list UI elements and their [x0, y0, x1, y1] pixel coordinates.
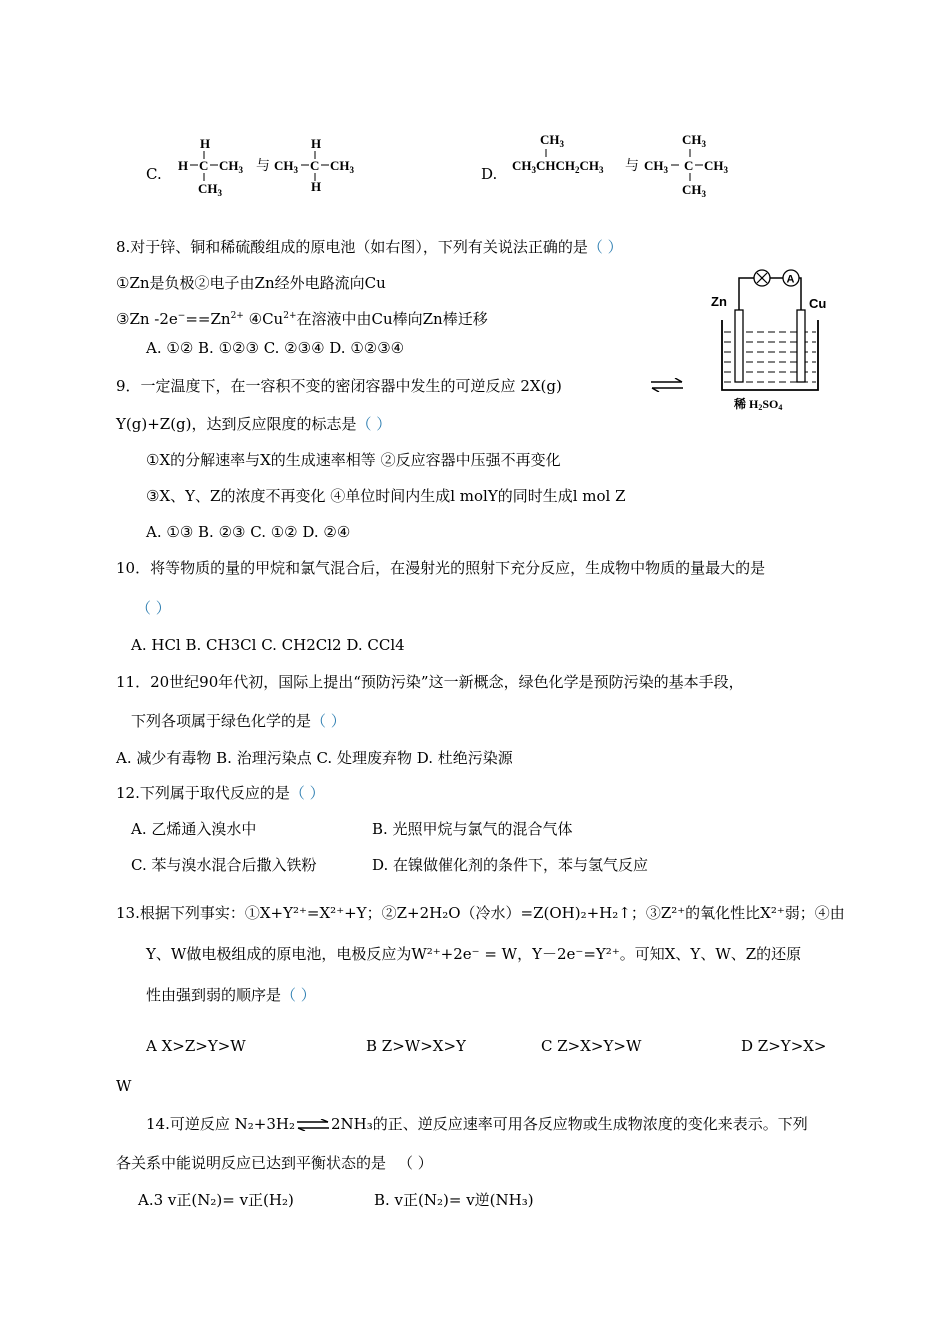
q9-statements-2: ③X、Y、Z的浓度不再变化 ④单位时间内生成l molY的同时生成l mol Z [146, 487, 626, 505]
q8-statement-2: ③Zn $-2e^-==Zn^{2+}$ $④Cu^{2+}$在溶液中由Cu棒向Zn棒迁移 [116, 310, 488, 328]
q13-answer-paren: （ ） [281, 986, 316, 1004]
q12-stem [116, 783, 325, 803]
q14-stem [146, 1114, 808, 1134]
q9-stem2-text: Y(g)+Z(g)，达到反应限度的标志是 [116, 415, 357, 433]
svg-text:CH3: $CH_3$ [704, 158, 728, 175]
q7-option-d-label: D. [481, 165, 498, 183]
svg-text:CH3: $CH_3$ [274, 158, 298, 175]
svg-text:A: A [786, 273, 795, 286]
q14-stem2-text: 各关系中能说明反应已达到平衡状态的是 [116, 1154, 387, 1172]
q12-option-d: D. 在镍做催化剂的条件下，苯与氢气反应 [372, 856, 649, 874]
q8-stem [116, 237, 623, 257]
svg-text:H: H [311, 179, 322, 194]
q10-options: A. HCl B. CH3Cl C. CH2Cl2 D. CCl4 [131, 636, 405, 654]
svg-text:C: C [684, 158, 694, 173]
svg-text:H: H [311, 136, 322, 151]
svg-text:C: C [199, 158, 209, 173]
q10-stem: 10．将等物质的量的甲烷和氯气混合后，在漫射光的照射下充分反应，生成物中物质的量最大的是 [116, 559, 766, 577]
acid-label: 稀 H2SO4 [734, 397, 783, 412]
q8-s2-c: ④Cu [243, 310, 284, 328]
reversible-arrow-icon [650, 378, 684, 392]
svg-text:CH3: $CH_3$ [198, 181, 222, 198]
q7-option-d-formulas [510, 128, 750, 200]
zn-electrode-label: Zn [711, 294, 727, 309]
q13-line-3 [146, 985, 316, 1005]
svg-text:CH3: $CH_3$ [330, 158, 354, 175]
q8-statement-1: ①Zn是负极②电子由Zn经外电路流向Cu [116, 274, 386, 292]
q14-stem-a: 14.可逆反应 N₂+3H₂ [146, 1115, 295, 1133]
svg-text:C: C [310, 158, 320, 173]
q13-option-b: B Z>W>X>Y [366, 1037, 466, 1055]
q7-option-c-formulas [174, 134, 374, 200]
reversible-arrow-icon [296, 1119, 330, 1131]
svg-text:CH3: $CH_3$ [540, 132, 564, 149]
q13-line3-text: 性由强到弱的顺序是 [146, 986, 282, 1004]
q8-options: A. ①② B. ①②③ C. ②③④ D. ①②③④ [146, 339, 405, 357]
q11-stem-2 [131, 711, 346, 731]
cu-electrode [797, 310, 805, 382]
q11-stem: 11．20世纪90年代初，国际上提出“预防污染”这一新概念，绿色化学是预防污染的基本手段， [116, 673, 744, 691]
q14-stem-2 [116, 1153, 433, 1173]
q13-line-1: 13.根据下列事实：①X+Y²⁺=X²⁺+Y；②Z+2H₂O（冷水）=Z(OH)₂+H₂↑；③Z²⁺的氧化性比X²⁺弱；④由 [116, 904, 845, 922]
q13-line-2: Y、W做电极组成的原电池，电极反应为W²⁺+2e⁻ = W，Y－2e⁻=Y²⁺。可知X、Y、W、Z的还原 [146, 945, 802, 963]
svg-text:CH3: $CH_3$ [682, 182, 706, 199]
q12-option-c: C. 苯与溴水混合后撒入铁粉 [131, 856, 317, 874]
galvanic-cell-diagram [705, 262, 835, 414]
svg-text:H: H [178, 158, 189, 173]
q9-stem-text: 9．一定温度下，在一容积不变的密闭容器中发生的可逆反应 2X(g) [116, 377, 562, 395]
q14-answer-paren: （ ） [398, 1154, 433, 1172]
q7-c-with: 与 [256, 158, 270, 174]
q9-stem-2 [116, 414, 391, 434]
q14-stem-b: 2NH₃的正、逆反应速率可用各反应物或生成物浓度的变化来表示。下列 [330, 1115, 808, 1133]
zn-electrode [735, 310, 743, 382]
svg-text:CH3: $CH_3$ [219, 158, 243, 175]
q10-answer-paren: （ ） [136, 599, 171, 617]
q12-option-b: B. 光照甲烷与氯气的混合气体 [372, 820, 573, 838]
q12-option-a: A. 乙烯通入溴水中 [131, 820, 257, 838]
q9-options: A. ①③ B. ②③ C. ①② D. ②④ [146, 523, 351, 541]
q13-option-d: D Z>Y>X> [741, 1037, 827, 1055]
q7-option-c-label: C. [146, 165, 162, 183]
q12-stem-text: 12.下列属于取代反应的是 [116, 784, 290, 802]
q7-d-with: 与 [625, 158, 639, 174]
q8-s2-d: 在溶液中由Cu棒向Zn棒迁移 [296, 310, 488, 328]
q8-s2-a: ③Zn -2e [116, 310, 178, 328]
q13-option-a: A X>Z>Y>W [146, 1037, 246, 1055]
q8-stem-text: 8.对于锌、铜和稀硫酸组成的原电池（如右图），下列有关说法正确的是 [116, 238, 588, 256]
q14-option-b: B. v正(N₂)= v逆(NH₃) [374, 1191, 534, 1209]
q11-answer-paren: （ ） [311, 712, 346, 730]
q8-answer-paren: （ ） [587, 238, 623, 256]
cu-electrode-label: Cu [809, 296, 827, 311]
q9-answer-paren: （ ） [356, 415, 392, 433]
q12-answer-paren: （ ） [289, 784, 325, 802]
q13-option-d-wrap: W [116, 1077, 132, 1095]
q9-statements-1: ①X的分解速率与X的生成速率相等 ②反应容器中压强不再变化 [146, 451, 561, 469]
q9-stem [116, 376, 562, 396]
svg-text:CH3: $CH_3$ [682, 132, 706, 149]
svg-text:CH3: $CH_3$ [644, 158, 668, 175]
q11-stem2-text: 下列各项属于绿色化学的是 [131, 712, 312, 730]
q14-option-a: A.3 v正(N₂)= v正(H₂) [138, 1191, 294, 1209]
q13-option-c: C Z>X>Y>W [541, 1037, 642, 1055]
svg-text:H: H [200, 136, 211, 151]
q11-options: A. 减少有毒物 B. 治理污染点 C. 处理废弃物 D. 杜绝污染源 [116, 749, 513, 767]
q8-s2-b: ==Zn [185, 310, 231, 328]
svg-text:CH3CHCH2CH3: $CH_3CHCH_2CH_3$ [512, 158, 604, 175]
